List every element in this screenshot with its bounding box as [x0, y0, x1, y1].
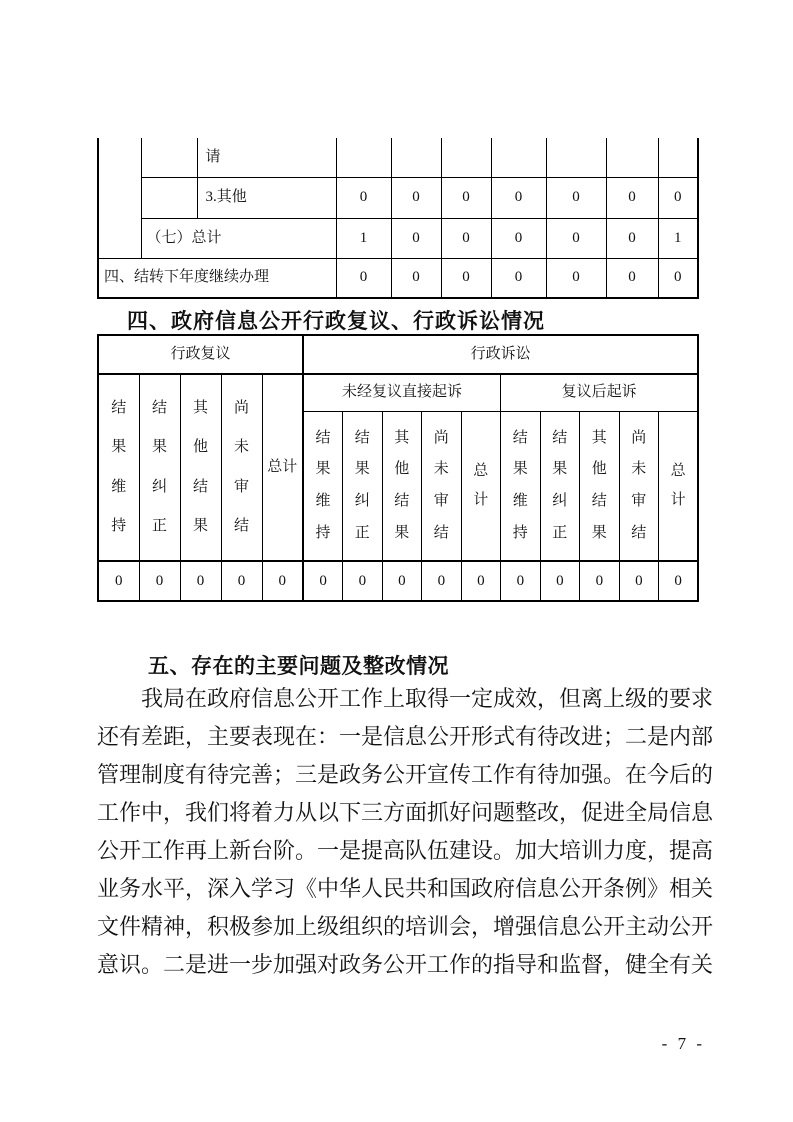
paragraph-line: 意识。二是进一步加强对政务公开工作的指导和监督，健全有关 [97, 952, 714, 977]
t2-value-cell: 0 [461, 561, 501, 601]
t1-cell: 0 [546, 177, 606, 218]
t2-col-header: 总 计 [461, 411, 501, 561]
table-row [98, 177, 698, 218]
t2-value-cell: 0 [580, 561, 620, 601]
t1-cell: 0 [606, 177, 658, 218]
t2-value-cell: 0 [139, 561, 180, 601]
t1-cell [546, 138, 606, 177]
t2-col-header: 尚 未 审 结 [422, 411, 462, 561]
t1-cell [141, 138, 197, 177]
t2-col-header: 结 果 纠 正 [343, 411, 383, 561]
t1-cell: 0 [491, 177, 546, 218]
t2-value-cell: 0 [422, 561, 462, 601]
t1-cell: 0 [391, 258, 441, 298]
t1-cell: 0 [441, 177, 491, 218]
t2-group-review: 行政复议 [98, 335, 303, 374]
t2-col-header: 总计 [262, 374, 303, 561]
table-row [98, 258, 698, 298]
paragraph-line: 工作中，我们将着力从以下三方面抓好问题整改，促进全局信息 [97, 800, 714, 825]
t1-cell: 0 [441, 258, 491, 298]
t2-value-cell: 0 [343, 561, 383, 601]
t2-col-header: 总 计 [659, 411, 699, 561]
t1-cell [491, 138, 546, 177]
t1-cell: 1 [658, 218, 698, 258]
t2-col-header: 结 果 维 持 [501, 411, 541, 561]
t2-col-header: 尚 未 审 结 [619, 411, 659, 561]
t1-cell: 0 [658, 258, 698, 298]
t2-col-header: 结 果 纠 正 [139, 374, 180, 561]
t1-cell: 0 [491, 258, 546, 298]
t2-value-cell: 0 [540, 561, 580, 601]
paragraph-line: 业务水平，深入学习《中华人民共和国政府信息公开条例》相关 [97, 876, 714, 901]
t2-col-header: 结 果 维 持 [98, 374, 139, 561]
t2-sub-after-review: 复议后起诉 [501, 374, 699, 411]
table-header-row [98, 335, 698, 374]
t1-cell: 1 [336, 218, 391, 258]
section5-title: 五、存在的主要问题及整改情况 [148, 655, 449, 678]
t1-cell: 0 [491, 218, 546, 258]
t2-sub-direct: 未经复议直接起诉 [303, 374, 501, 411]
t2-value-cell: 0 [98, 561, 139, 601]
t1-merged-cell [98, 138, 141, 258]
paragraph-line: 公开工作再上新台阶。一是提高队伍建设。加大培训力度，提高 [97, 838, 714, 863]
t1-row-label: 四、结转下年度继续办理 [98, 258, 336, 298]
t1-cell [606, 138, 658, 177]
t1-cell: 0 [606, 218, 658, 258]
review-litigation-table [97, 334, 699, 602]
t2-value-cell: 0 [659, 561, 699, 601]
t2-value-cell: 0 [221, 561, 262, 601]
t1-cell: 0 [658, 177, 698, 218]
page-number: - 7 - [661, 1034, 705, 1053]
t1-cell: 0 [336, 258, 391, 298]
t1-cell: 0 [546, 258, 606, 298]
t2-col-header: 其 他 结 果 [580, 411, 620, 561]
t2-value-cell: 0 [262, 561, 303, 601]
t2-value-cell: 0 [180, 561, 221, 601]
t2-col-header: 结 果 纠 正 [540, 411, 580, 561]
t2-value-cell: 0 [619, 561, 659, 601]
table-data-row [98, 561, 698, 601]
section5-paragraph [97, 680, 714, 984]
table-row [98, 138, 698, 177]
t1-row-label: 请 [197, 138, 336, 177]
section4-title: 四、政府信息公开行政复议、行政诉讼情况 [127, 310, 545, 333]
t2-col-header: 结 果 维 持 [303, 411, 343, 561]
t1-cell: 0 [546, 218, 606, 258]
paragraph-line: 我局在政府信息公开工作上取得一定成效，但离上级的要求 [141, 686, 714, 711]
t1-cell: 0 [336, 177, 391, 218]
t2-value-cell: 0 [501, 561, 541, 601]
t2-col-header: 其 他 结 果 [382, 411, 422, 561]
t1-row-label: （七）总计 [141, 218, 336, 258]
t1-cell: 0 [606, 258, 658, 298]
t1-cell [141, 177, 197, 218]
table-row [98, 218, 698, 258]
t1-cell [441, 138, 491, 177]
t1-cell: 0 [441, 218, 491, 258]
t2-value-cell: 0 [382, 561, 422, 601]
t2-col-header: 其 他 结 果 [180, 374, 221, 561]
t2-group-litigation: 行政诉讼 [303, 335, 698, 374]
t1-row-label: 3.其他 [197, 177, 336, 218]
carryover-summary-table [97, 138, 699, 299]
t2-value-cell: 0 [303, 561, 343, 601]
table-header-row [98, 374, 698, 411]
t1-cell [391, 138, 441, 177]
paragraph-line: 管理制度有待完善；三是政务公开宣传工作有待加强。在今后的 [97, 762, 714, 787]
t1-cell [658, 138, 698, 177]
t1-cell: 0 [391, 218, 441, 258]
paragraph-line: 还有差距，主要表现在：一是信息公开形式有待改进；二是内部 [97, 724, 714, 749]
t1-cell [336, 138, 391, 177]
t1-cell: 0 [391, 177, 441, 218]
t2-col-header: 尚 未 审 结 [221, 374, 262, 561]
paragraph-line: 文件精神，积极参加上级组织的培训会，增强信息公开主动公开 [97, 914, 714, 939]
